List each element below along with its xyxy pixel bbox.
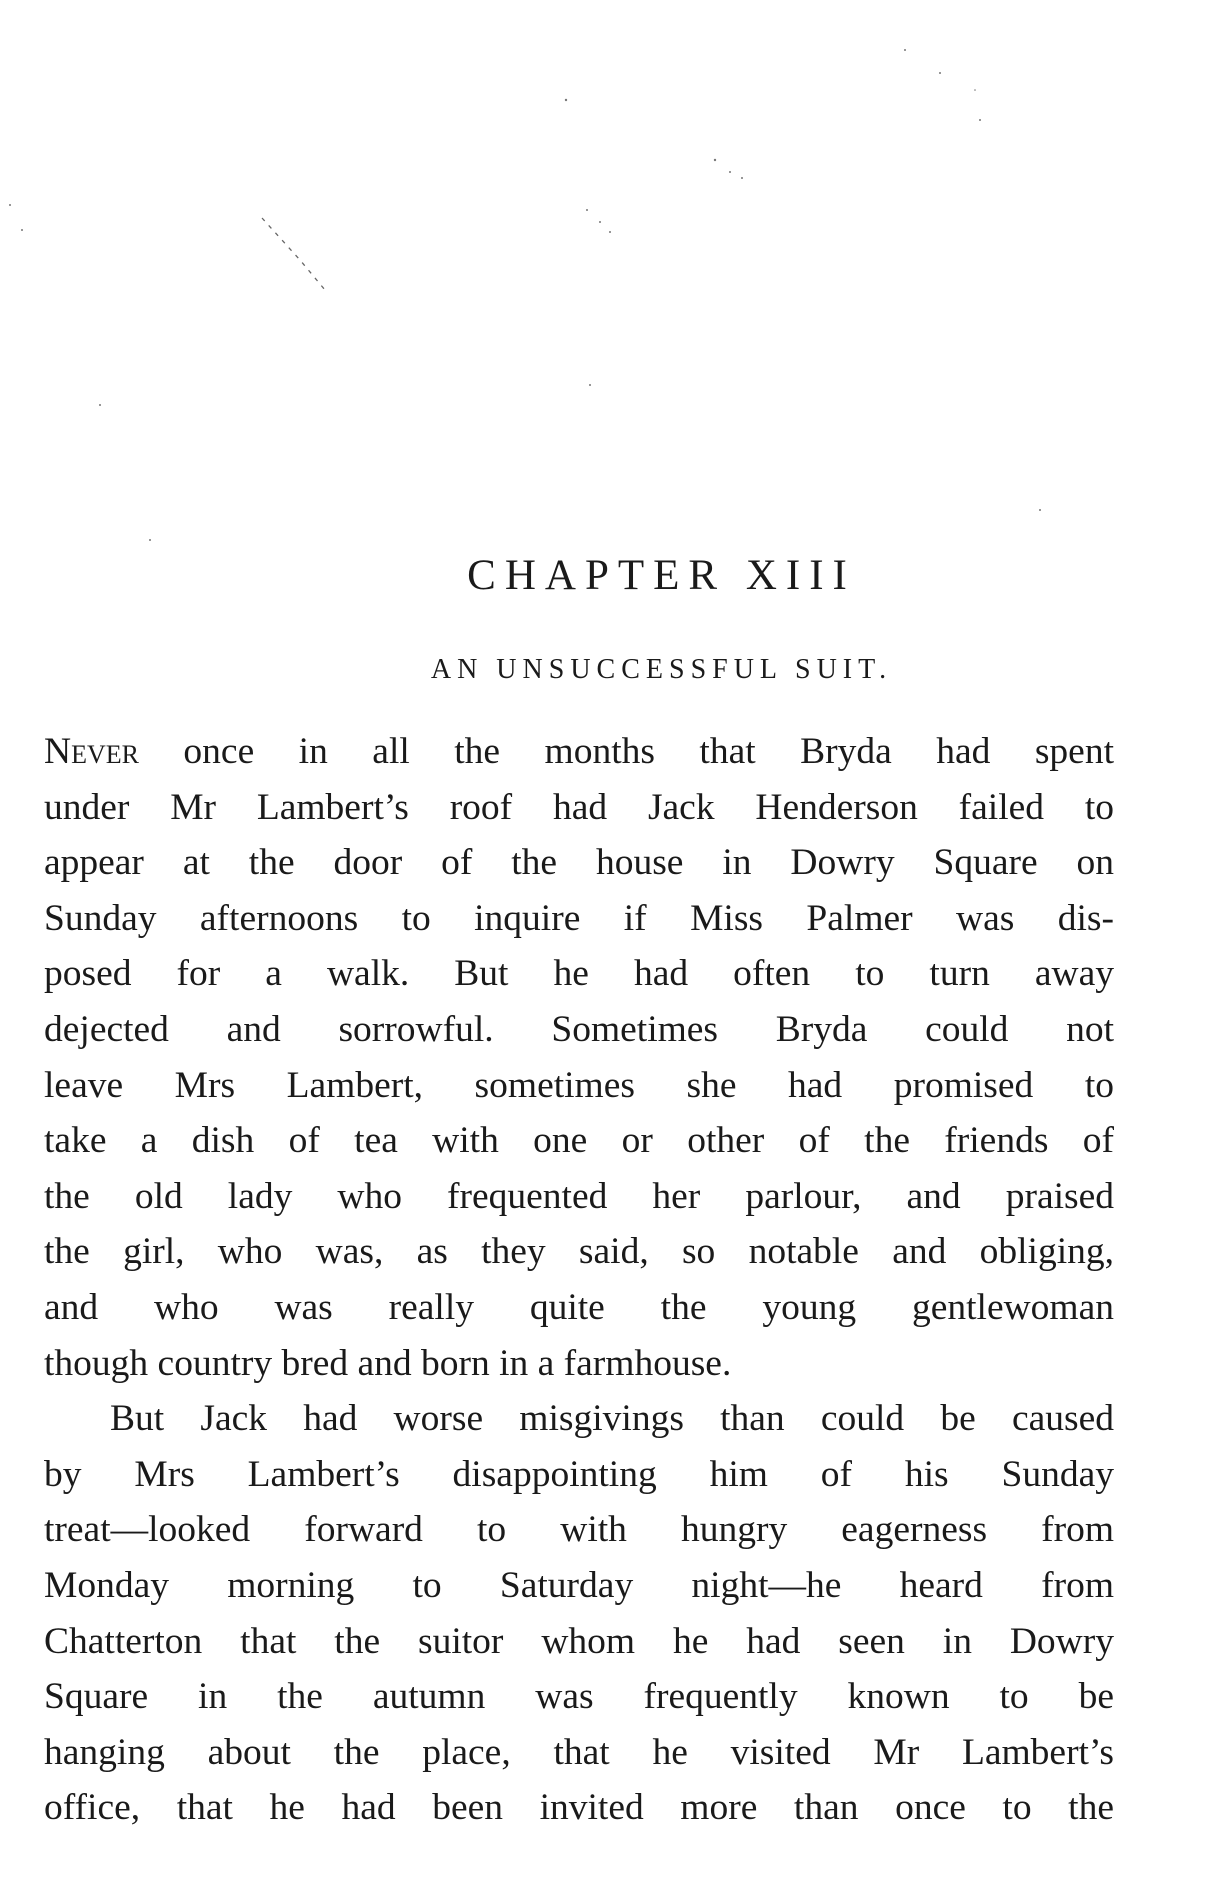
text-line: Monday morning to Saturday night—he heard from — [44, 1564, 1114, 1606]
text-line: appear at the door of the house in Dowry Square on — [44, 842, 1114, 884]
text-line: hanging about the place, that he visited Mr Lambert’s — [44, 1731, 1114, 1773]
lead-word: Never — [44, 731, 139, 772]
text-line: office, that he had been invited more than once to the — [44, 1787, 1114, 1829]
paragraph-1 — [44, 724, 1114, 1391]
text-line: But Jack had worse misgivings than could be caused — [110, 1398, 1114, 1440]
text-line: dejected and sorrowful. Sometimes Bryda could not — [44, 1008, 1114, 1050]
text-line: under Mr Lambert’s roof had Jack Henderson failed to — [44, 786, 1114, 828]
text-line: treat—looked forward to with hungry eagerness from — [44, 1509, 1114, 1551]
text-line: take a dish of tea with one or other of the friends of — [44, 1120, 1114, 1162]
text-line: Never once in all the months that Bryda had spent — [44, 731, 1114, 772]
chapter-title: CHAPTER XIII — [467, 552, 856, 599]
paper-specks — [0, 0, 1223, 560]
text-line: and who was really quite the young gentlewoman — [44, 1286, 1114, 1328]
text-line: though country bred and born in a farmhouse. — [44, 1342, 732, 1384]
text-line: the old lady who frequented her parlour, and praised — [44, 1175, 1114, 1217]
chapter-subtitle: AN UNSUCCESSFUL SUIT. — [430, 654, 893, 685]
body-text — [44, 724, 1114, 1836]
text-line: by Mrs Lambert’s disappointing him of his Sunday — [44, 1453, 1114, 1495]
text-line: posed for a walk. But he had often to turn away — [44, 953, 1114, 995]
text-line: leave Mrs Lambert, sometimes she had promised to — [44, 1064, 1114, 1106]
text-line: Sunday afternoons to inquire if Miss Palmer was dis- — [44, 897, 1114, 939]
paragraph-2 — [44, 1391, 1114, 1836]
text-line: Square in the autumn was frequently known to be — [44, 1676, 1114, 1718]
text-line: Chatterton that the suitor whom he had seen in Dowry — [44, 1620, 1114, 1662]
text-line: the girl, who was, as they said, so notable and obliging, — [44, 1231, 1114, 1273]
